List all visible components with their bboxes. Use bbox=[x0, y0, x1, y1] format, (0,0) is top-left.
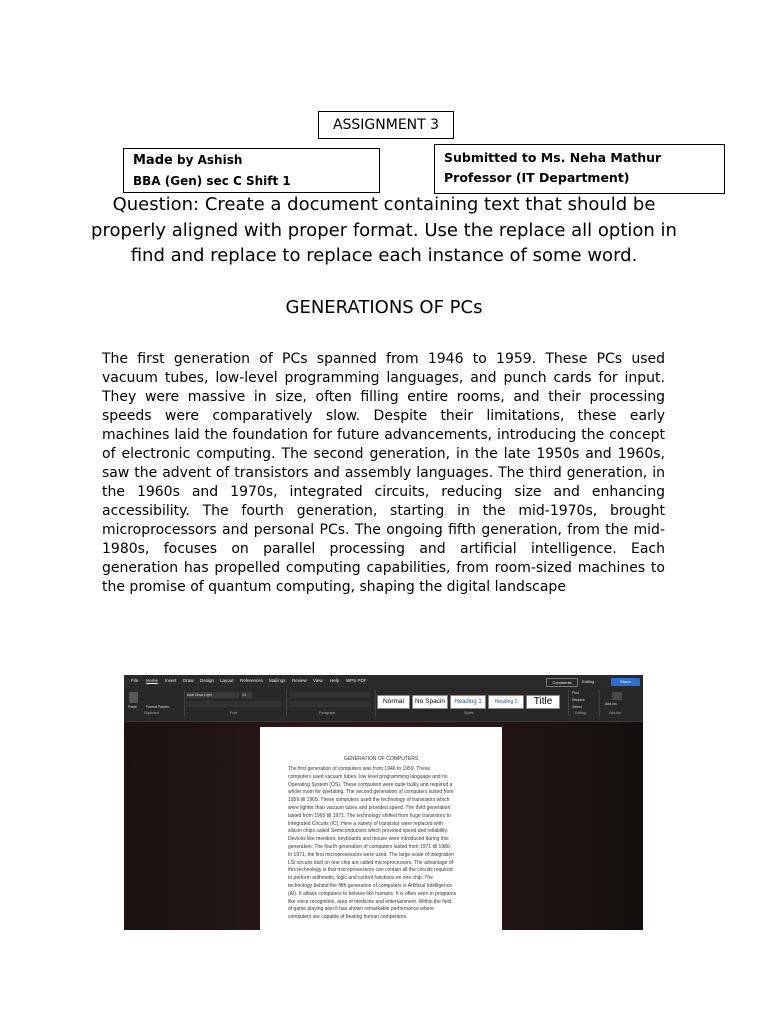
made-by-line bbox=[133, 150, 370, 171]
font-group bbox=[184, 690, 287, 716]
share-button[interactable]: Share bbox=[611, 678, 640, 686]
document-line: In 1971, the first microprocessors were used. The large-scale of integration bbox=[288, 851, 454, 858]
font-size-select[interactable]: 14 bbox=[241, 692, 252, 698]
editing-mode-button[interactable]: Editing bbox=[582, 679, 595, 684]
made-word: Made bbox=[133, 153, 173, 168]
ribbon-menu-bar bbox=[124, 675, 643, 688]
document-line: to perform arithmetic, logic and control functions on one chip. The bbox=[288, 875, 433, 882]
clipboard-group-label: Clipboard bbox=[144, 711, 159, 715]
editing-group-label: Editing bbox=[575, 711, 586, 715]
document-line: whole room for operating. The second generation of computers lasted from bbox=[288, 789, 454, 796]
document-line: Operating System (OS). These computers were quite bulky and required a bbox=[288, 781, 453, 788]
tab-layout[interactable]: Layout bbox=[220, 678, 234, 683]
font-group-label: Font bbox=[230, 711, 238, 715]
document-line: computers are capable of beating human competitors. bbox=[288, 914, 408, 921]
addins-button[interactable]: Add-ins bbox=[605, 702, 617, 706]
document-line: computers used vacuum tubes, low level programming language and no bbox=[288, 773, 448, 780]
list-buttons[interactable] bbox=[290, 692, 370, 698]
document-line: technology behind the fifth generation of computers is Artificial Intelligence bbox=[288, 882, 452, 889]
question-text: Question: Create a document containing text that should be properly aligned with proper format. Use the replace all option in find and replace to replace each instance of some word. bbox=[91, 194, 677, 266]
tab-review[interactable]: Review bbox=[292, 678, 307, 683]
document-line: like voice recognition, area of medicine and entertainment. Within the field bbox=[288, 898, 452, 905]
document-line: lasted from 1965 till 1971. The technology shifted from huge transistors to bbox=[288, 812, 451, 819]
paste-icon[interactable] bbox=[129, 692, 138, 703]
tab-insert[interactable]: Insert bbox=[165, 678, 177, 683]
document-line: LSI circuits built on one chip are called microprocessors. The advantage of bbox=[288, 859, 453, 866]
paragraph-group bbox=[287, 690, 376, 716]
tab-references[interactable]: References bbox=[240, 678, 264, 683]
word-screenshot bbox=[124, 675, 643, 930]
format-painter-button[interactable]: Format Painter bbox=[146, 705, 170, 709]
replace-button[interactable]: Replace bbox=[572, 698, 585, 702]
addins-icon[interactable] bbox=[612, 692, 622, 700]
document-line: this technology is that microprocessors can contain all the circuits required bbox=[288, 867, 453, 874]
paste-label[interactable]: Paste bbox=[128, 705, 137, 709]
document-line: Devices like monitors, keyboards and mouse were introduced during this bbox=[288, 836, 449, 843]
body-paragraph: The first generation of PCs spanned from 1946 to 1959. These PCs used vacuum tubes, low-level programming languages, and punch cards for input. They were massive in size, often filling entire rooms, and their processing speeds were comparatively slow. Despite their limitations, these early machines laid the foundation for future advancements, introducing the concept of electronic computing. The second generation, in the late 1950s and 1960s, saw the advent of transistors and assembly languages. The third generation, in the 1960s and 1970s, integrated circuits, reducing size and enhancing accessibility. The fourth generation, starting in the mid-1970s, brought microprocessors and personal PCs. The ongoing fifth generation, from the mid-1980s, focuses on parallel processing and artificial intelligence. Each generation has propelled computing capabilities, from room-sized machines to the promise of quantum computing, shaping the digital landscape bbox=[102, 351, 665, 595]
addins-group-label: Add-ins bbox=[609, 711, 621, 715]
course-info: BBA (Gen) sec C Shift 1 bbox=[133, 174, 291, 188]
tab-view[interactable]: View bbox=[313, 678, 323, 683]
document-page[interactable] bbox=[260, 727, 502, 930]
select-button[interactable]: Select bbox=[572, 705, 582, 709]
editing-group bbox=[569, 690, 600, 716]
section-heading: GENERATIONS OF PCs bbox=[285, 297, 483, 318]
clipboard-group bbox=[126, 690, 185, 716]
tab-draw[interactable]: Draw bbox=[183, 678, 194, 683]
paragraph-group-label: Paragraph bbox=[319, 711, 336, 715]
document-line: The first generation of computers was from 1946 to 1959. These bbox=[288, 766, 431, 772]
document-line: Integrated Circuits (IC). Here a variety of transistor were replaced with bbox=[288, 820, 443, 827]
comments-button[interactable]: Comments bbox=[546, 678, 578, 687]
assignment-title-box bbox=[318, 111, 454, 139]
document-line: silicon chips called Semiconductors which provided speed and reliability. bbox=[288, 828, 448, 835]
style-title[interactable]: Title bbox=[526, 695, 560, 709]
document-title: GENERATION OF COMPUTERS bbox=[343, 756, 419, 762]
made-by-box bbox=[123, 148, 380, 193]
styles-group-label: Styles bbox=[464, 711, 474, 715]
alignment-buttons[interactable] bbox=[290, 701, 370, 707]
submitted-to-line: Submitted to Ms. Neha Mathur bbox=[444, 150, 662, 165]
style-no-spacing[interactable]: No Spacin bbox=[412, 695, 448, 709]
tab-help[interactable]: Help bbox=[330, 678, 340, 683]
styles-group bbox=[376, 690, 569, 716]
document-line: generation. The fourth generation of computers lasted from 1971 till 1980. bbox=[288, 843, 452, 850]
find-button[interactable]: Find bbox=[572, 691, 579, 695]
tab-file[interactable]: File bbox=[131, 678, 139, 683]
document-line: (AI). It allows computers to behave like humans. It is often seen in programs bbox=[288, 890, 457, 897]
style-normal[interactable]: Normal bbox=[377, 695, 410, 709]
document-line: 1959 till 1965. These computers used the technology of transistors which bbox=[288, 797, 450, 804]
tab-home[interactable]: Home bbox=[146, 678, 159, 683]
document-text bbox=[288, 766, 478, 922]
addins-group bbox=[600, 690, 640, 716]
tab-wps-pdf[interactable]: WPS PDF bbox=[346, 678, 367, 683]
document-line: were lighter than vacuum tubes and provided speed. The third generation bbox=[288, 804, 451, 811]
tab-design[interactable]: Design bbox=[200, 678, 215, 683]
assignment-title: ASSIGNMENT 3 bbox=[332, 117, 440, 133]
submitted-to-box bbox=[434, 144, 725, 194]
font-format-buttons[interactable] bbox=[186, 701, 282, 707]
font-name-select[interactable]: Arial Nova Light bbox=[186, 692, 239, 698]
tab-mailings[interactable]: Mailings bbox=[269, 678, 286, 683]
professor-line: Professor (IT Department) bbox=[444, 170, 630, 185]
author-name: by Ashish bbox=[172, 153, 243, 167]
style-heading-2[interactable]: Heading 2 bbox=[488, 695, 524, 709]
ribbon-toolbar bbox=[124, 688, 643, 722]
document-line: of game playing also it has shown remarkable performance where bbox=[288, 906, 434, 913]
style-heading-1[interactable]: Heading 1 bbox=[450, 695, 486, 709]
